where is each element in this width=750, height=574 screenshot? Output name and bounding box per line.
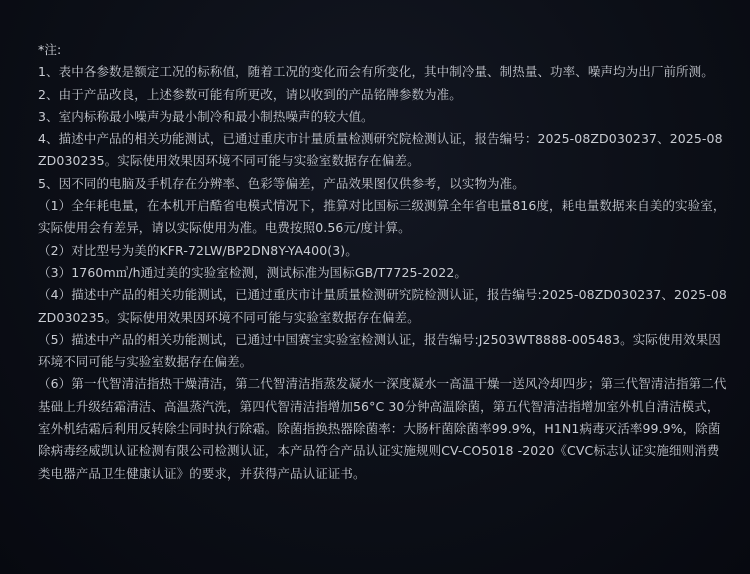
note-item-2: 2、由于产品改良，上述参数可能有所更改，请以收到的产品铭牌参数为准。 (38, 86, 462, 102)
disclaimer-notes (38, 39, 728, 485)
note-item-5: 5、因不同的电脑及手机存在分辨率、色彩等偏差，产品效果图仅供参考，以实物为准。 (38, 175, 525, 191)
note-subitem-3: （3）1760m㎥/h通过美的实验室检测，测试标准为国标GB/T7725-2022。 (38, 264, 468, 280)
notes-heading: *注: (38, 42, 62, 57)
note-item-1: 1、表中各参数是额定工况的标称值，随着工况的变化而会有所变化，其中制冷量、制热量、功率、噪声均为出厂前所测。 (38, 64, 714, 80)
note-subitem-4: （4）描述中产品的相关功能测试，已通过重庆市计量质量检测研究院检测认证，报告编号:2025-08ZD030237、2025-08ZD030235。实际使用效果因环境不同可能与实验室数据存在偏差。 (38, 287, 727, 325)
note-item-4: 4、描述中产品的相关功能测试，已通过重庆市计量质量检测研究院检测认证，报告编号：2025-08ZD030237、2025-08ZD030235。实际使用效果因环境不同可能与实验室数据存在偏差。 (38, 131, 723, 169)
note-item-3: 3、室内标称最小噪声为最小制冷和最小制热噪声的较大值。 (38, 108, 374, 124)
note-subitem-2: （2）对比型号为美的KFR-72LW/BP2DN8Y-YA400(3)。 (38, 242, 358, 258)
note-subitem-6: （6）第一代智清洁指热干燥清洁，第二代智清洁指蒸发凝水一深度凝水一高温干燥一送风冷却四步；第三代智清洁指第二代基础上升级结霜清洁、高温蒸汽洗，第四代智清洁指增加56°C 30分钟高温除菌，第五代智清洁指增加室外机自清洁模式，室外机结霜后利用反转除尘同时执行除霜。除菌指换热器除菌率：大肠杆菌除菌率99.9%，H1N1病毒灭活率99.9%，除菌除病毒经威凯认证检测有限公司检测认证，本产品符合产品认证实施规则CV-CO5018 -2020《CVC标志认证实施细则消费类电器产品卫生健康认证》的要求，并获得产品认证证书。 (38, 376, 727, 481)
note-subitem-1: （1）全年耗电量，在本机开启酷省电模式情况下，推算对比国标三级测算全年省电量816度，耗电量数据来自美的实验室，实际使用会有差异，请以实际使用为准。电费按照0.56元/度计算。 (38, 198, 726, 236)
note-subitem-5: （5）描述中产品的相关功能测试，已通过中国赛宝实验室检测认证，报告编号:J2503WT8888-005483。实际使用效果因环境不同可能与实验室数据存在偏差。 (38, 331, 721, 370)
